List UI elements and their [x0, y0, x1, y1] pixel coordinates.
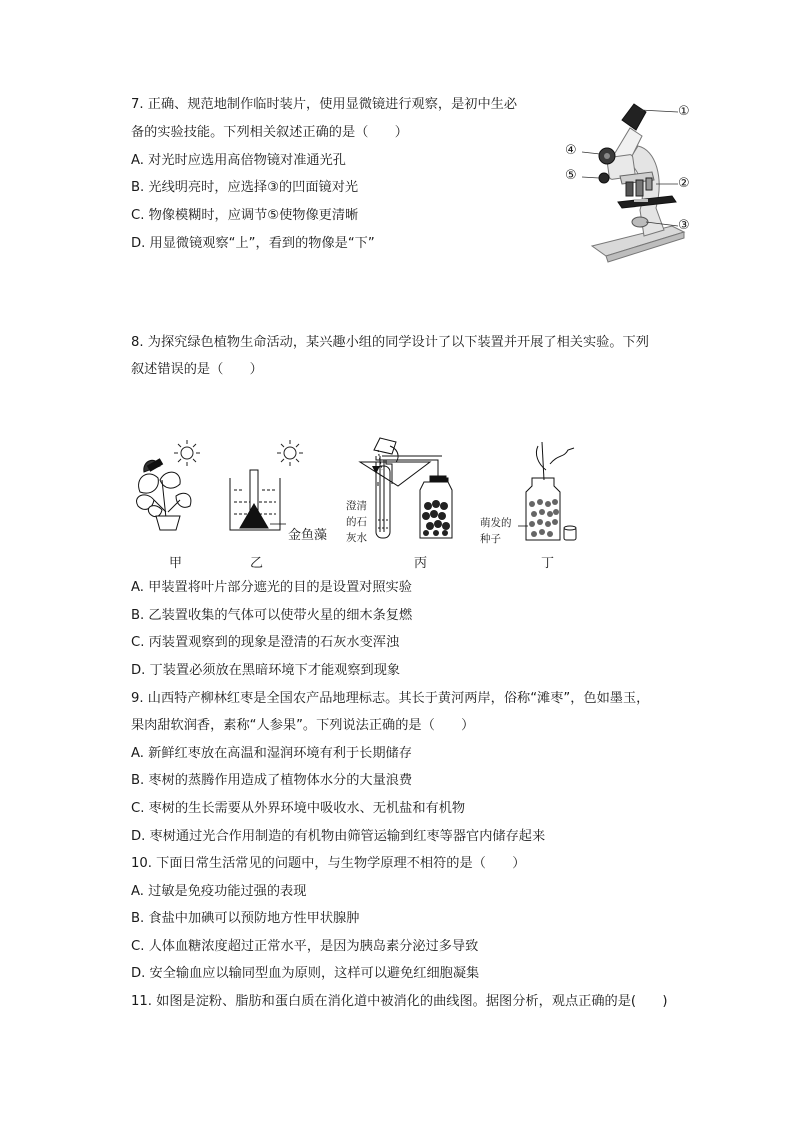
q10-stem: 10. 下面日常生活常见的问题中，与生物学原理不相符的是（ ）: [131, 856, 526, 871]
objective-lens-2: [636, 180, 643, 196]
q7-option-c: C. 物像模糊时，应调节⑤使物像更清晰: [131, 208, 359, 223]
q9-option-b: B. 枣树的蒸腾作用造成了植物体水分的大量浪费: [131, 773, 413, 788]
q9-stem-line2: 果肉甜软润香，素称“人参果”。下列说法正确的是（ ）: [131, 718, 475, 733]
q7-option-d: D. 用显微镜观察“上”，看到的物像是“下”: [131, 236, 375, 251]
q9-option-d: D. 枣树通过光合作用制造的有机物由筛管运输到红枣等器官内储存起来: [131, 829, 546, 844]
reflector-mirror: [632, 217, 648, 227]
q9-option-a: A. 新鲜红枣放在高温和湿润环境有利于长期储存: [131, 746, 412, 761]
q8-stem-line1: 8. 为探究绿色植物生命活动，某兴趣小组的同学设计了以下装置并开展了相关实验。下列: [131, 335, 649, 350]
q10-option-c: C. 人体血糖浓度超过正常水平，是因为胰岛素分泌过多导致: [131, 939, 479, 954]
q10-option-b: B. 食盐中加碘可以预防地方性甲状腺肿: [131, 911, 360, 926]
microscope-label-4: ④: [565, 143, 577, 158]
q7-option-b: B. 光线明亮时，应选择③的凹面镜对光: [131, 180, 359, 195]
label-limewater-1: 澄清: [346, 500, 367, 512]
label-sprouting-seeds-2: 种子: [480, 533, 501, 545]
q9-stem-line1: 9. 山西特产柳林红枣是全国农产品地理标志。其长于黄河两岸，俗称“滩枣”，色如墨玉，: [131, 691, 650, 706]
q7-option-a: A. 对光时应选用高倍物镜对准通光孔: [131, 153, 346, 168]
q10-option-d: D. 安全输血应以输同型血为原则，这样可以避免红细胞凝集: [131, 966, 480, 981]
sun-icon: [174, 440, 200, 466]
caption-jia: 甲: [169, 556, 183, 571]
microscope-label-1: ①: [678, 104, 690, 119]
caption-ding: 丁: [541, 556, 555, 571]
q8-option-d: D. 丁装置必须放在黑暗环境下才能观察到现象: [131, 663, 401, 678]
q9-option-c: C. 枣树的生长需要从外界环境中吸收水、无机盐和有机物: [131, 801, 466, 816]
q8-option-a: A. 甲装置将叶片部分遮光的目的是设置对照实验: [131, 580, 412, 595]
q7-stem-line2: 备的实验技能。下列相关叙述正确的是（ ）: [131, 125, 408, 140]
label-limewater-3: 灰水: [346, 532, 367, 544]
caption-bing: 丙: [414, 556, 428, 571]
q8-option-b: B. 乙装置收集的气体可以使带火星的细木条复燃: [131, 608, 413, 623]
label-sprouting-seeds-1: 萌发的: [480, 517, 512, 529]
beaker-yi: [230, 470, 280, 530]
eyepiece: [622, 104, 646, 130]
fine-adjustment-knob: [599, 173, 609, 183]
microscope-label-2: ②: [678, 176, 690, 191]
objective-lens-1: [626, 182, 633, 196]
q7-stem-line1: 7. 正确、规范地制作临时装片，使用显微镜进行观察，是初中生必: [131, 97, 518, 112]
microscope-label-3: ③: [678, 218, 690, 233]
q8-option-c: C. 丙装置观察到的现象是澄清的石灰水变浑浊: [131, 635, 400, 650]
q11-stem: 11. 如图是淀粉、脂肪和蛋白质在消化道中被消化的曲线图。据图分析，观点正确的是( ): [131, 994, 668, 1009]
caption-yi: 乙: [250, 556, 264, 571]
q8-stem-line2: 叙述错误的是（ ）: [131, 362, 263, 377]
microscope-label-5: ⑤: [565, 168, 577, 183]
sun-icon: [277, 440, 303, 466]
q10-option-a: A. 过敏是免疫功能过强的表现: [131, 884, 307, 899]
label-golden-fish-algae: 金鱼藻: [288, 528, 328, 543]
label-limewater-2: 的石: [346, 516, 367, 528]
potted-plant-jia: [137, 459, 191, 530]
